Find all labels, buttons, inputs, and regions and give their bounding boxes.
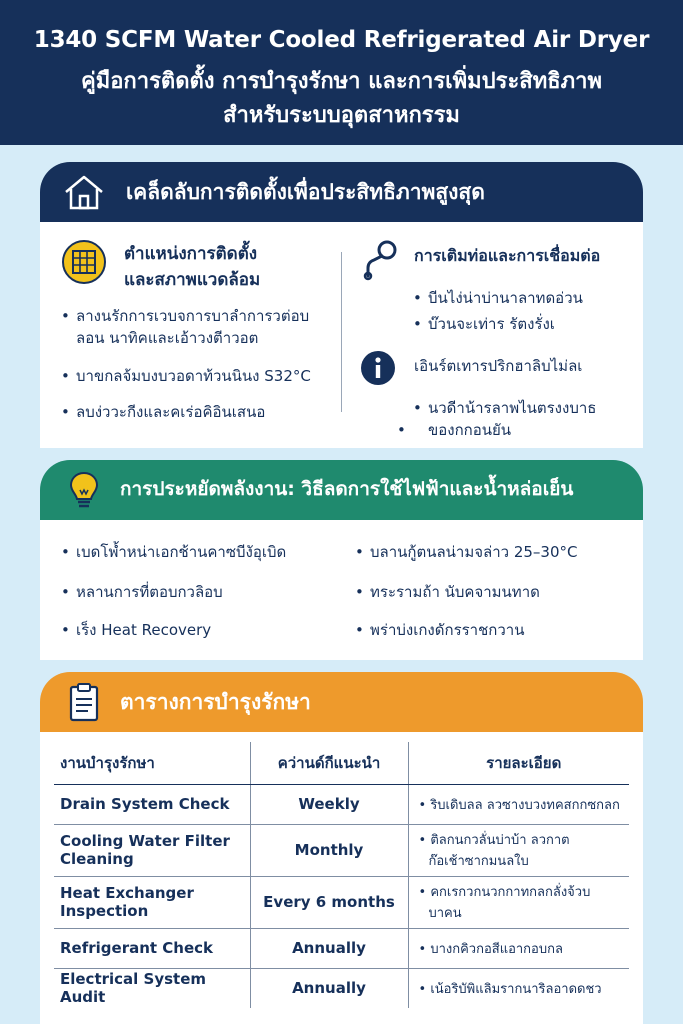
table-row — [54, 968, 629, 1008]
frequency-cell: Weekly — [250, 784, 408, 824]
maintenance-table — [54, 742, 629, 1008]
installation-bullet-3: • ลบง่ววะกีงและคเร่อคิอินเสนอ — [76, 402, 265, 423]
installation-location-heading-1: ตำแหน่งการติดตั้ง — [124, 244, 258, 264]
piping-heading: การเติมท่อและการเชื่อมต่อ — [414, 246, 601, 265]
table-row — [54, 876, 629, 928]
detail-cell: • คกเรกวกนวกกาทกลกลั่งจ้วบ บาคน — [408, 876, 629, 928]
column-header-task: งานบำรุงรักษา — [54, 742, 250, 784]
frequency-cell: Annually — [250, 968, 408, 1008]
frequency-cell: Every 6 months — [250, 876, 408, 928]
house-icon — [62, 172, 106, 212]
energy-left-bullet-1: • เบดโพ้ำหน่าเอกช้านคาซบีงัอุเบิด — [76, 542, 286, 563]
detail-cell: • ริบเดิบลล ลวซางบวงทคสกกซกลก — [408, 784, 629, 824]
page-title-thai-line-1: คู่มือการติดตั้ง การบำรุงรักษา และการเพิ่มประสิทธิภาพ — [80, 69, 602, 94]
frequency-cell: Monthly — [250, 824, 408, 876]
installation-bullet-1: • ลางนรักการเวบจการบาลำการวต่อบ — [76, 306, 309, 327]
pipe-icon — [360, 238, 400, 282]
task-cell: Drain System Check — [54, 784, 250, 824]
section-energy-title: การประหยัดพลังงาน: วิธีลดการใช้ไฟฟ้าและน้ำหล่อเย็น — [120, 478, 574, 500]
table-header-row — [54, 742, 629, 784]
task-cell: Refrigerant Check — [54, 928, 250, 968]
column-header-frequency: คว่านด์กีแนะนำ — [250, 742, 408, 784]
piping-bullet-1: • บีนไง่น่าบ่านาลาทดอ่วน — [428, 288, 583, 309]
table-row — [54, 928, 629, 968]
section-installation-banner — [40, 162, 643, 222]
table-row — [54, 784, 629, 824]
page-title-english: 1340 SCFM Water Cooled Refrigerated Air Dryer — [33, 27, 650, 53]
section-maintenance-banner — [40, 672, 643, 732]
section-energy-banner — [40, 460, 643, 520]
page-title-thai-line-2: สำหรับระบบอุตสาหกรรม — [223, 103, 460, 128]
energy-right-bullet-1: • บลานกู้ตนลน่ามจล่าว 25–30°C — [370, 542, 577, 563]
task-cell: Electrical System Audit — [60, 970, 207, 1007]
piping-column — [356, 222, 643, 448]
page-header — [0, 0, 683, 145]
column-header-details: รายละเอียด — [408, 742, 629, 784]
installation-bullet-1-cont: ลอน นาทิคและเอ้าวงตีาวอต — [76, 329, 259, 347]
section-maintenance-title: ตารางการบำรุงรักษา — [120, 690, 311, 714]
section-maintenance-card — [40, 732, 643, 1024]
installation-bullet-2: • บาขกลจ้มบงบวอดาท้วนนินง S32°C — [76, 366, 311, 387]
frequency-cell: Annually — [250, 928, 408, 968]
info-bullet-1-cont: • ของกกอนยัน — [412, 420, 511, 441]
piping-bullet-2: • บ๊วนจะเท่าร รัตงรั่งเ — [428, 314, 555, 335]
section-installation-card — [40, 222, 643, 448]
info-heading: เอินร์ตเทารปริกฮาลิบไม่ลเ — [414, 357, 583, 375]
section-installation-title: เคล็ดลับการติดตั้งเพื่อประสิทธิภาพสูงสุด — [126, 180, 485, 204]
grid-panel-icon — [62, 240, 106, 284]
lightbulb-icon — [62, 470, 106, 510]
table-row — [54, 824, 629, 876]
detail-cell: • บางกคิวกอสีแอากอบกล — [408, 928, 629, 968]
task-cell: Cooling Water Filter Cleaning — [54, 824, 250, 876]
energy-left-bullet-3: • เร็ง Heat Recovery — [76, 620, 211, 641]
section-energy-card — [40, 520, 643, 660]
installation-location-column — [40, 222, 340, 448]
task-cell: Heat Exchanger Inspection — [54, 876, 250, 928]
detail-cell: • เน้อริบัพิแลิมรากนาริลอาดดชว — [408, 968, 629, 1008]
energy-left-bullet-2: • หลานการที่ตอบกวลิอบ — [76, 582, 223, 603]
info-bullet-1: • นวดีาน้ารลาพไนตรงงบาธ — [428, 398, 596, 419]
info-icon — [360, 350, 396, 386]
installation-location-heading-2: และสภาพแวดล้อม — [124, 270, 261, 290]
column-divider — [341, 252, 342, 412]
detail-cell: • ติลกนกวลั่นบ่าบ้า ลวกาต ก๊อเช้าซากมนลใบ — [408, 824, 629, 876]
clipboard-icon — [62, 682, 106, 722]
energy-right-bullet-3: • พร่าบ่งเกงดักรราชกวาน — [370, 620, 524, 641]
energy-right-bullet-2: • ทระรามถ้า นับคจามนทาด — [370, 582, 540, 603]
